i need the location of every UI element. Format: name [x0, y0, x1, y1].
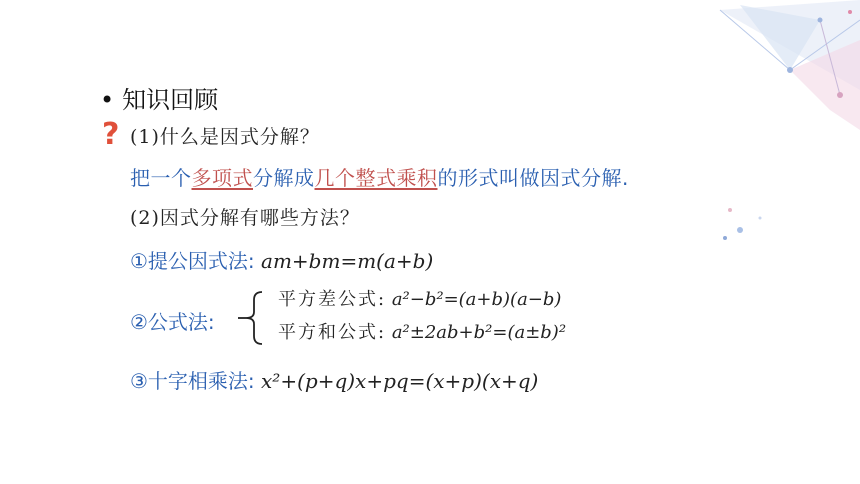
- method-1: [130, 245, 433, 274]
- question-1: (1)什么是因式分解？: [130, 126, 320, 148]
- heading-text: 知识回顾: [122, 86, 219, 114]
- answer-part: 分解成: [253, 166, 315, 190]
- method-3-label: ③十字相乘法:: [130, 369, 255, 393]
- question-2: (2)因式分解有哪些方法？: [130, 207, 360, 229]
- method-2-label: ②公式法:: [130, 310, 215, 334]
- method-3: [130, 365, 538, 394]
- section-heading: [100, 80, 218, 115]
- formula-name: 平方差公式:: [278, 289, 387, 310]
- method-2-label-row: [130, 306, 215, 335]
- highlight-polynomial: 多项式: [191, 166, 253, 190]
- brace-icon: [238, 290, 268, 346]
- method-1-label: ①提公因式法:: [130, 249, 255, 273]
- decorative-dots: [700, 200, 780, 250]
- question-mark-icon: ?: [102, 117, 120, 152]
- decorative-polygon-graphic: [700, 0, 860, 130]
- formula-name: 平方和公式:: [278, 322, 387, 343]
- perfect-square-row: [278, 318, 566, 344]
- method-1-formula: am+bm=m(a+b): [261, 249, 434, 273]
- difference-of-squares-row: [278, 285, 561, 311]
- answer-part: 的形式叫做因式分解.: [437, 166, 629, 190]
- answer-part: 把一个: [130, 166, 192, 190]
- perfect-square-formula: a²±2ab+b²=(a±b)²: [391, 322, 567, 343]
- answer-definition: [130, 162, 629, 191]
- difference-of-squares-formula: a²−b²=(a+b)(a−b): [391, 289, 562, 310]
- method-3-formula: x²+(p+q)x+pq=(x+p)(x+q): [261, 369, 539, 393]
- bullet-icon: •: [100, 86, 115, 114]
- highlight-product: 几个整式乘积: [314, 166, 438, 190]
